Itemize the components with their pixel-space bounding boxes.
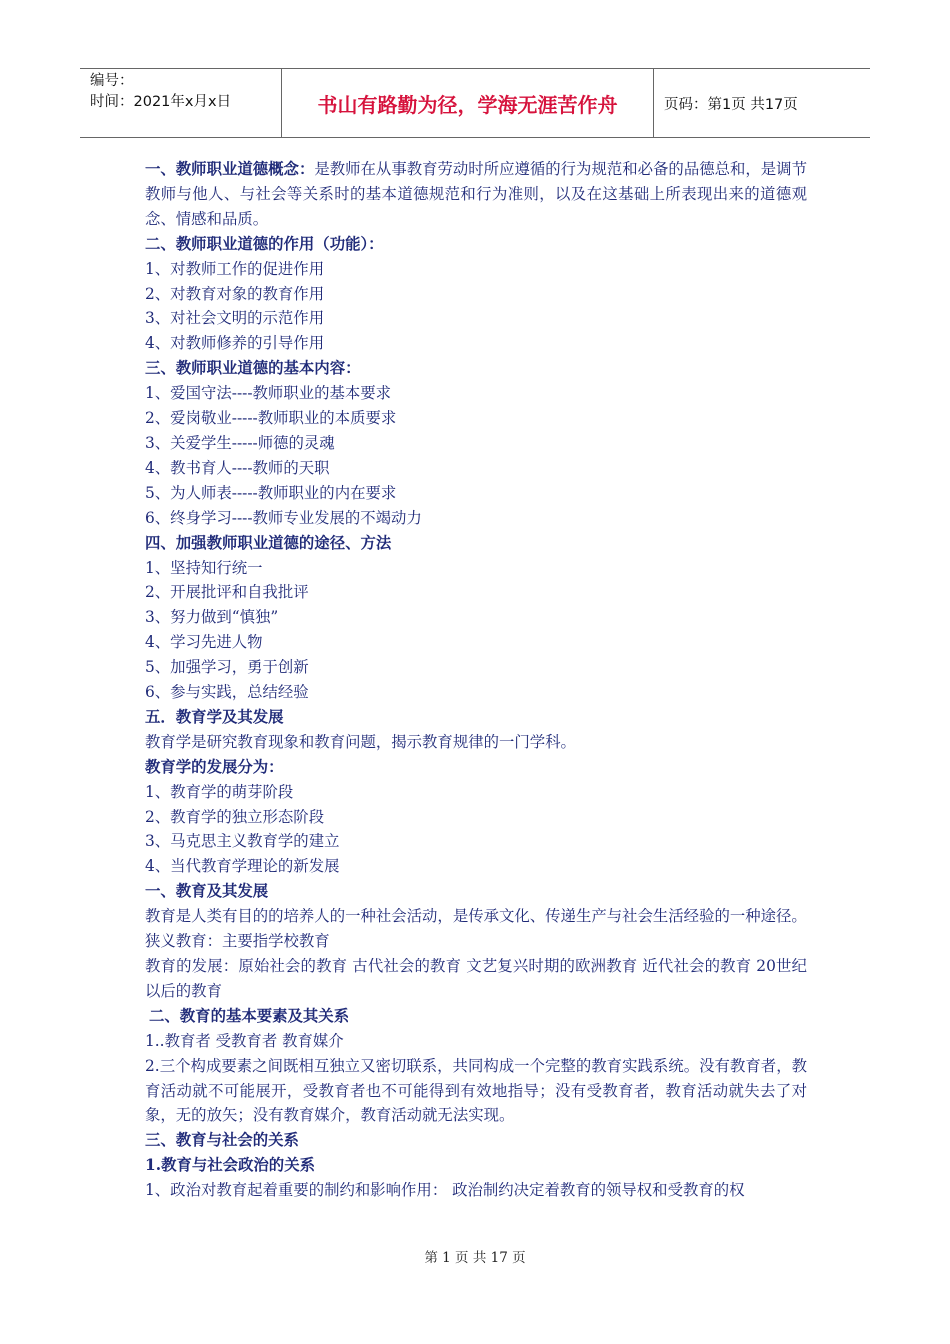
paragraph: 3、努力做到“慎独” bbox=[145, 608, 279, 627]
header-meta-cell bbox=[80, 69, 282, 137]
section-heading: 教育学的发展分为： bbox=[145, 757, 284, 776]
section-heading: 五．教育学及其发展 bbox=[145, 707, 284, 726]
paragraph: 2.三个构成要素之间既相互独立又密切联系，共同构成一个完整的教育实践系统。没有教育者，教育活动就不可能展开，受教育者也不可能得到有效地指导；没有受教育者，教育活动就失去了对象，无的放矢；没有教育媒介，教育活动就无法实现。 bbox=[145, 1056, 807, 1125]
section-heading: 一、教师职业道德概念： bbox=[145, 160, 315, 178]
paragraph: 6、终身学习----教师专业发展的不竭动力 bbox=[145, 508, 422, 527]
paragraph: 1、爱国守法----教师职业的基本要求 bbox=[145, 384, 392, 403]
document-body bbox=[145, 157, 807, 1203]
section-heading: 三、教育与社会的关系 bbox=[145, 1131, 299, 1150]
paragraph: 1、坚持知行统一 bbox=[145, 558, 263, 577]
document-header bbox=[80, 68, 870, 138]
paragraph: 2、爱岗敬业-----教师职业的本质要求 bbox=[145, 409, 397, 428]
section-heading: 一、教育及其发展 bbox=[145, 882, 269, 901]
paragraph: 狭义教育：主要指学校教育 bbox=[145, 932, 330, 951]
paragraph: 3、关爱学生-----师德的灵魂 bbox=[145, 433, 335, 452]
number-label: 编号： bbox=[90, 73, 134, 89]
paragraph: 教育学是研究教育现象和教育问题，揭示教育规律的一门学科。 bbox=[145, 732, 576, 751]
paragraph: 教育的发展：原始社会的教育 古代社会的教育 文艺复兴时期的欧洲教育 近代社会的教育 20世纪以后的教育 bbox=[145, 957, 807, 1000]
paragraph: 5、加强学习，勇于创新 bbox=[145, 658, 309, 677]
paragraph: 1..教育者 受教育者 教育媒介 bbox=[145, 1031, 344, 1050]
paragraph: 5、为人师表-----教师职业的内在要求 bbox=[145, 483, 397, 502]
paragraph: 6、参与实践，总结经验 bbox=[145, 683, 309, 702]
header-motto: 书山有路勤为径，学海无涯苦作舟 bbox=[282, 69, 654, 137]
paragraph: 1、政治对教育起着重要的制约和影响作用： 政治制约决定着教育的领导权和受教育的权 bbox=[145, 1181, 745, 1200]
paragraph bbox=[145, 157, 807, 232]
paragraph: 3、对社会文明的示范作用 bbox=[145, 309, 325, 328]
paragraph: 1、对教师工作的促进作用 bbox=[145, 259, 325, 278]
paragraph: 1、教育学的萌芽阶段 bbox=[145, 782, 294, 801]
paragraph: 4、当代教育学理论的新发展 bbox=[145, 857, 340, 876]
paragraph: 教育是人类有目的的培养人的一种社会活动，是传承文化、传递生产与社会生活经验的一种途径。 bbox=[145, 907, 807, 926]
section-heading: 1.教育与社会政治的关系 bbox=[145, 1156, 315, 1175]
paragraph-text: 是教师在从事教育劳动时所应遵循的行为规范和必备的品德总和，是调节教师与他人、与社会等关系时的基本道德规范和行为准则，以及在这基础上所表现出来的道德观念、情感和品质。 bbox=[145, 160, 807, 228]
paragraph: 4、对教师修养的引导作用 bbox=[145, 334, 325, 353]
paragraph: 2、开展批评和自我批评 bbox=[145, 583, 309, 602]
paragraph: 4、教书育人----教师的天职 bbox=[145, 458, 330, 477]
header-page-info: 页码：第1页 共17页 bbox=[664, 96, 798, 113]
time-label: 时间：2021年x月x日 bbox=[90, 94, 232, 110]
section-heading: 四、加强教师职业道德的途径、方法 bbox=[145, 533, 392, 552]
section-heading: 二、教师职业道德的作用（功能）： bbox=[145, 234, 384, 253]
paragraph: 2、对教育对象的教育作用 bbox=[145, 284, 325, 303]
section-heading: 二、教育的基本要素及其关系 bbox=[149, 1006, 350, 1025]
paragraph: 3、马克思主义教育学的建立 bbox=[145, 832, 340, 851]
section-heading: 三、教师职业道德的基本内容： bbox=[145, 359, 361, 378]
paragraph: 4、学习先进人物 bbox=[145, 633, 263, 652]
paragraph: 2、教育学的独立形态阶段 bbox=[145, 807, 325, 826]
page-footer: 第 1 页 共 17 页 bbox=[424, 1250, 526, 1266]
